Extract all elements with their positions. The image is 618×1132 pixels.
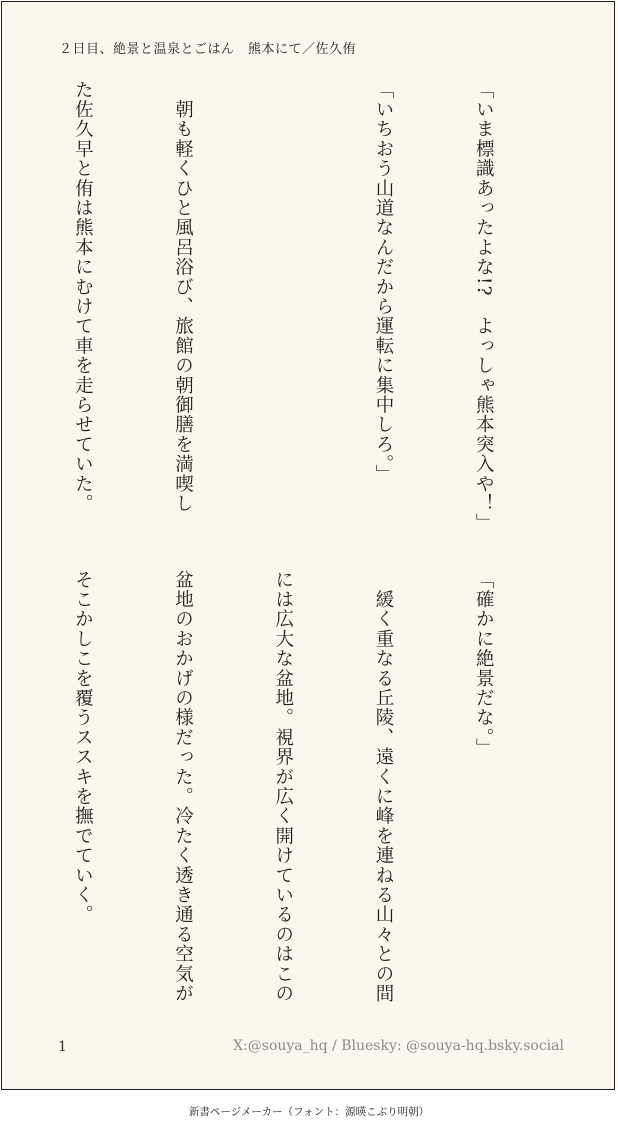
text-line: 盆地のおかげの様だった。冷たく透き通る空気が: [172, 570, 194, 1004]
text-line: 緩く重なる丘陵、遠くに峰を連ねる山々との間: [372, 570, 394, 1004]
text-line: 「いま標識あったよな!? よっしゃ熊本突入や！」: [473, 80, 495, 534]
upper-text-block: [0, 80, 567, 540]
text-line: そこかしこを覆うススキを撫でていく。: [72, 570, 94, 925]
book-page: [1, 1, 615, 1090]
page-header-title: ２日目、絶景と温泉とごはん 熊本にて／佐久侑: [59, 42, 357, 57]
text-line: には広大な盆地。視界が広く開けているのはこの: [272, 570, 294, 1004]
text-line: 「いちおう山道なんだから運転に集中しろ。」: [372, 80, 394, 485]
text-line: 「確かに絶景だな。」: [473, 570, 495, 758]
generator-label: 新書ページメーカー（フォント：源暎こぶり明朝）: [188, 1106, 430, 1118]
text-line: 朝も軽くひと風呂浴び、旅館の朝御膳を満喫し: [172, 80, 194, 514]
author-credit: X:@souya_hq / Bluesky: @souya-hq.bsky.social: [233, 1038, 564, 1054]
page-number: 1: [58, 1039, 67, 1055]
text-line: [266, 80, 299, 540]
lower-text-block: [0, 570, 567, 1004]
text-line: た佐久早と侑は熊本にむけて車を走らせていた。: [72, 80, 94, 514]
